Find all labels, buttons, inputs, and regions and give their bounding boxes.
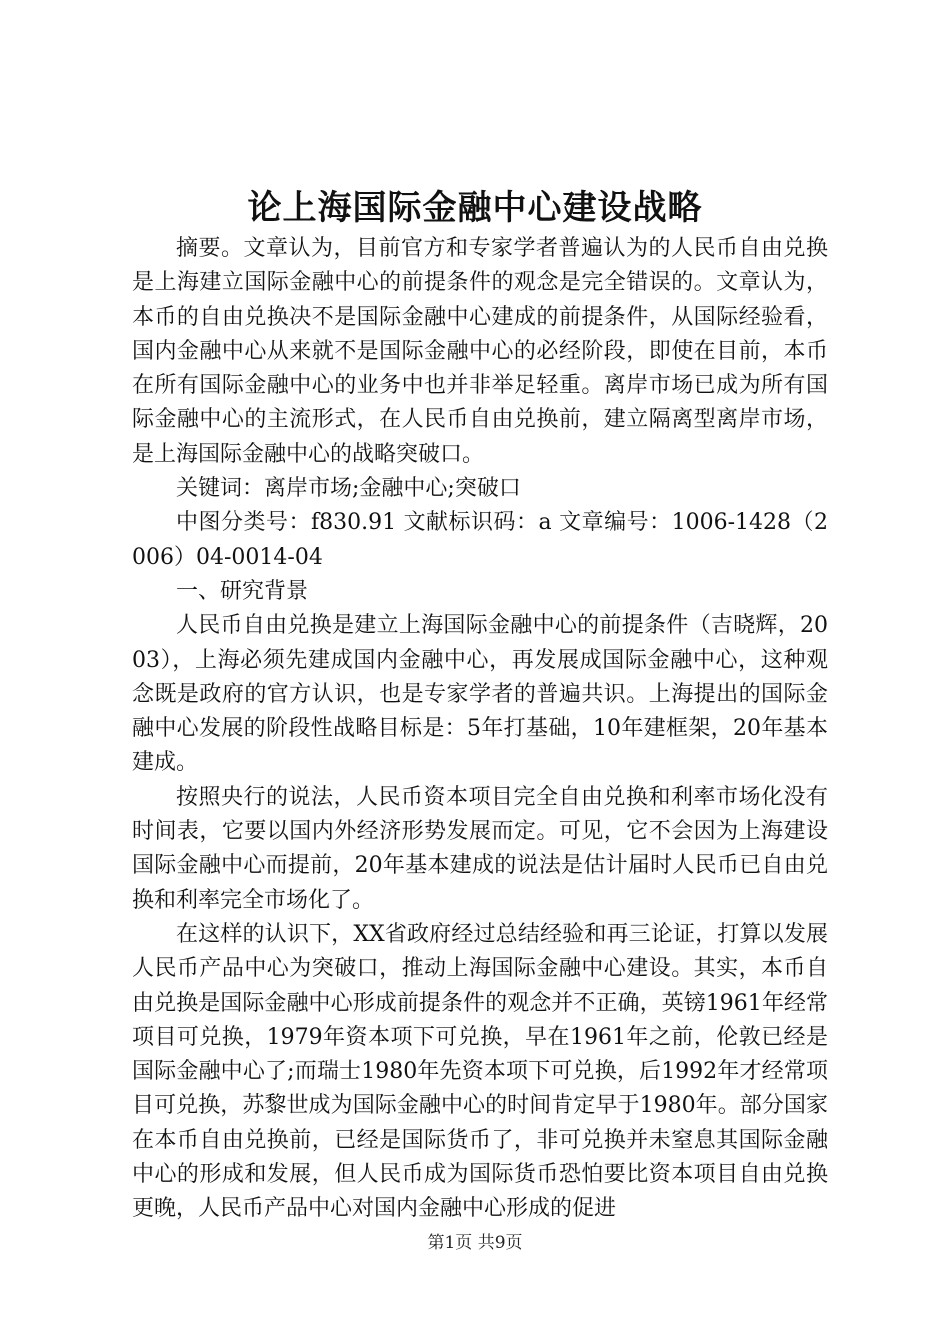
body-paragraph: 在这样的认识下，XX省政府经过总结经验和再三论证，打算以发展人民币产品中心为突破口，推动上海国际金融中心建设。其实，本币自由兑换是国际金融中心形成前提条件的观念并不正确，英镑1961年经常项目可兑换，1979年资本项下可兑换，早在1961年之前，伦敦已经是国际金融中心了;而瑞士1980年先资本项下可兑换，后1992年才经常项目可兑换，苏黎世成为国际金融中心的时间肯定早于1980年。部分国家在本币自由兑换前，已经是国际货币了，非可兑换并未窒息其国际金融中心的形成和发展，但人民币成为国际货币恐怕要比资本项目自由兑换更晚，人民币产品中心对国内金融中心形成的促进 — [132, 921, 828, 1222]
body-paragraph: 按照央行的说法，人民币资本项目完全自由兑换和利率市场化没有时间表，它要以国内外经济形势发展而定。可见，它不会因为上海建设国际金融中心而提前，20年基本建成的说法是估计届时人民币已自由兑换和利率完全市场化了。 — [132, 784, 828, 913]
page-footer: 第1页 共9页 — [427, 1233, 523, 1253]
keywords-paragraph: 关键词：离岸市场;金融中心;突破口 — [176, 476, 521, 502]
abstract-paragraph: 摘要。文章认为，目前官方和专家学者普遍认为的人民币自由兑换是上海建立国际金融中心的前提条件的观念是完全错误的。文章认为，本币的自由兑换决不是国际金融中心建成的前提条件，从国际经验看，国内金融中心从来就不是国际金融中心的必经阶段，即使在目前，本币在所有国际金融中心的业务中也并非举足轻重。离岸市场已成为所有国际金融中心的主流形式，在人民币自由兑换前，建立隔离型离岸市场，是上海国际金融中心的战略突破口。 — [132, 236, 828, 467]
classification-paragraph: 中图分类号：f830.91 文献标识码：a 文章编号：1006-1428（2006）04-0014-04 — [132, 510, 828, 570]
section-heading: 一、研究背景 — [176, 578, 309, 604]
body-paragraph: 人民币自由兑换是建立上海国际金融中心的前提条件（吉晓辉，2003），上海必须先建成国内金融中心，再发展成国际金融中心，这种观念既是政府的官方认识，也是专家学者的普遍共识。上海提出的国际金融中心发展的阶段性战略目标是：5年打基础，10年建框架，20年基本建成。 — [132, 613, 828, 776]
page-title: 论上海国际金融中心建设战略 — [247, 188, 703, 228]
article-body — [132, 232, 828, 1227]
